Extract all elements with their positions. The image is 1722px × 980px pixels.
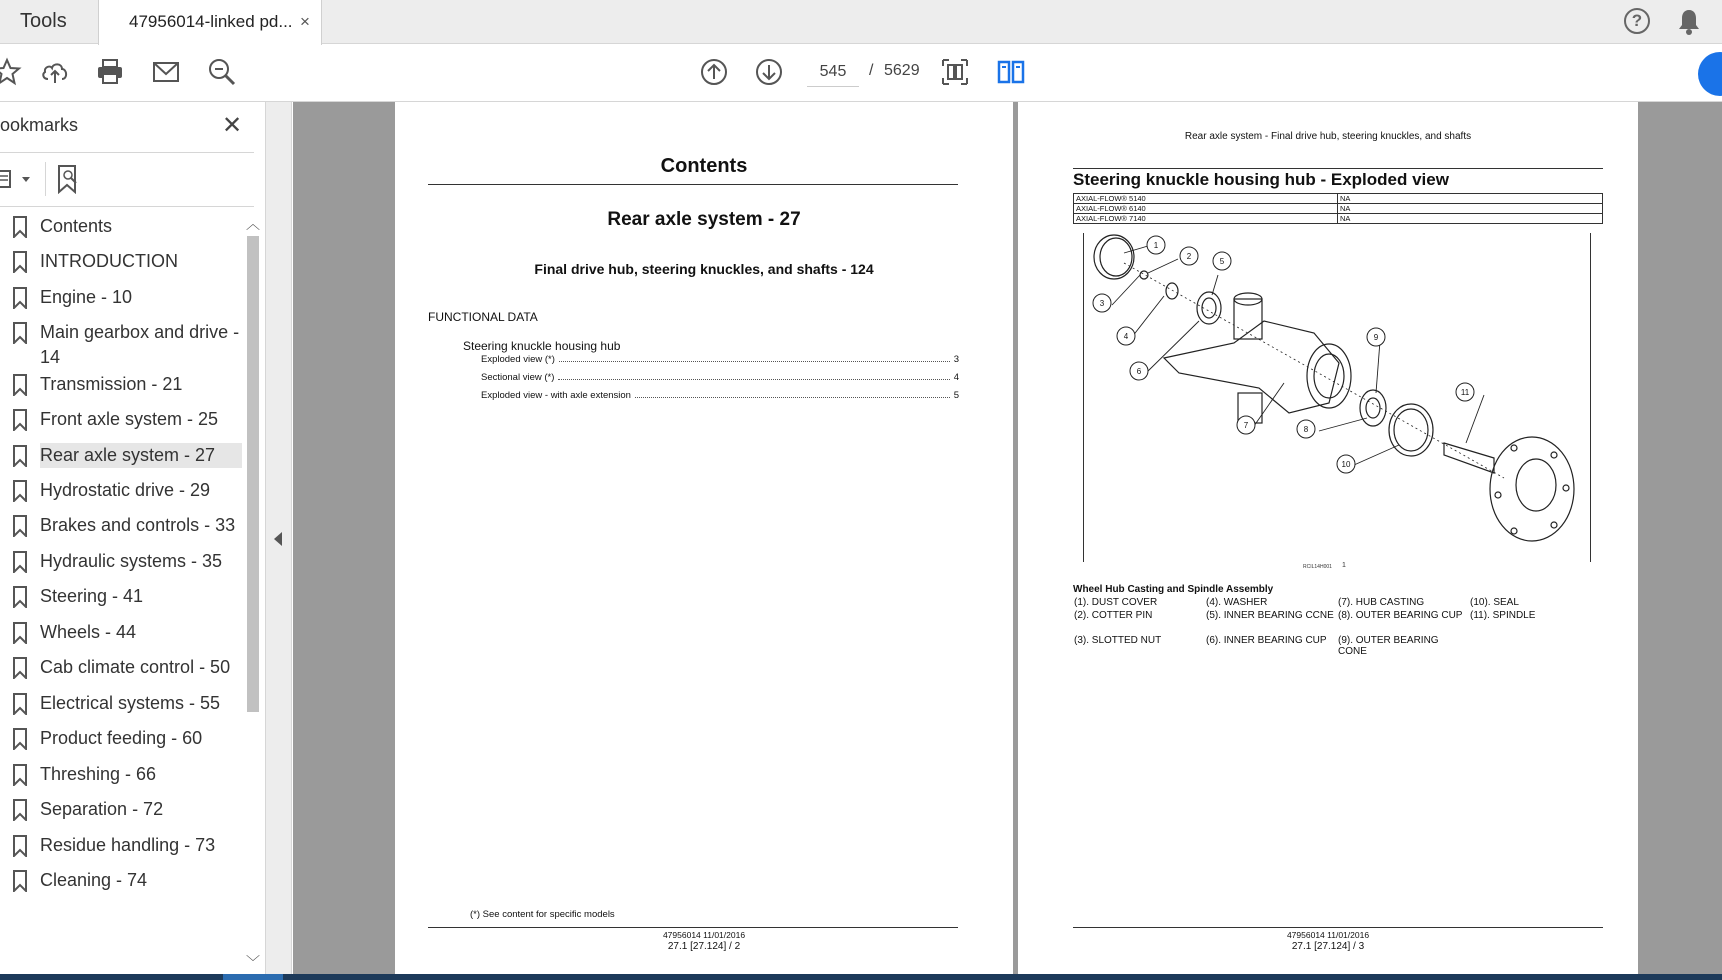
callout-label: 6 (1136, 367, 1142, 376)
bookmark-label: Separation - 72 (40, 799, 164, 819)
page-total: 5629 (884, 62, 920, 79)
bookmark-label: Product feeding - 60 (40, 728, 203, 748)
callout-label: 8 (1303, 425, 1309, 434)
figure-code: RCIL14H001 (1303, 564, 1332, 570)
star-icon[interactable] (0, 57, 22, 87)
legend-item: (3). SLOTTED NUT (1074, 635, 1162, 646)
toc-entry-text: Exploded view - with axle extension (481, 390, 631, 401)
legend-item: (6). INNER BEARING CUP (1206, 635, 1327, 646)
page-heading: Contents (660, 155, 748, 177)
callout-label: 11 (1460, 388, 1470, 397)
legend-item: (9). OUTER BEARING CONE (1338, 635, 1439, 657)
bookmark-icon (12, 287, 28, 309)
footnote: (*) See content for specific models (470, 909, 615, 920)
toc-entry-page: 4 (953, 372, 959, 383)
bookmark-label: Transmission - 21 (40, 374, 183, 394)
toolbar (0, 45, 1722, 102)
document-viewer (293, 102, 1722, 980)
bookmark-label: Residue handling - 73 (40, 835, 216, 855)
bookmark-scrollbar[interactable] (244, 214, 262, 974)
subsection-title: Final drive hub, steering knuckles, and shafts - 124 (534, 261, 874, 277)
bookmark-label: Cleaning - 74 (40, 870, 148, 890)
toc-entry[interactable] (481, 390, 959, 401)
divider (0, 206, 254, 207)
callout-label: 7 (1243, 421, 1249, 430)
bookmark-icon (12, 409, 28, 431)
figure-caption: Wheel Hub Casting and Spindle Assembly (1073, 584, 1274, 595)
bookmark-icon (12, 764, 28, 786)
divider (1073, 927, 1603, 928)
bookmark-label: Front axle system - 25 (40, 409, 219, 429)
tab-tools[interactable]: Tools (20, 10, 67, 32)
figure-number: 1 (1342, 562, 1346, 569)
bookmark-label: Steering - 41 (40, 586, 144, 606)
zoom-search-icon[interactable] (207, 57, 237, 87)
page-running-header: Rear axle system - Final drive hub, steering knuckles, and shafts (1184, 131, 1472, 142)
table-row: AXIAL-FLOW® 7140 NA (1074, 214, 1603, 224)
taskbar-accent (223, 974, 283, 980)
callout-label: 10 (1341, 460, 1351, 469)
bookmarks-title: ookmarks (0, 115, 79, 135)
page-up-icon[interactable] (699, 57, 729, 87)
tab-bar (0, 0, 1722, 44)
page-footer-number: 27.1 [27.124] / 3 (1291, 941, 1365, 952)
bookmark-icon (12, 374, 28, 396)
bookmark-icon (12, 480, 28, 502)
collapse-panel-icon[interactable] (274, 532, 282, 546)
bookmark-label: Brakes and controls - 33 (40, 515, 236, 535)
toc-entry[interactable] (481, 354, 959, 365)
bookmark-icon (12, 322, 28, 344)
scrollbar-thumb[interactable] (247, 236, 259, 712)
callout-label: 9 (1373, 333, 1379, 342)
bookmark-icon (12, 216, 28, 238)
print-icon[interactable] (95, 57, 125, 87)
bookmark-label: Hydrostatic drive - 29 (40, 480, 211, 500)
scroll-down-icon[interactable]: ﹀ (246, 954, 260, 970)
toc-entry-page: 5 (953, 390, 959, 401)
legend-item: (8). OUTER BEARING CUP (1338, 610, 1463, 621)
fit-page-icon[interactable] (940, 57, 970, 87)
toc-entry-page: 3 (953, 354, 959, 365)
toc-entry-text: Sectional view (*) (481, 372, 555, 383)
bookmark-label: Wheels - 44 (40, 622, 137, 642)
bookmark-label: Hydraulic systems - 35 (40, 551, 223, 571)
toc-entry[interactable] (481, 372, 959, 383)
tab-document[interactable] (98, 0, 322, 45)
figure-callouts (1084, 233, 1590, 562)
legend-item: (11). SPINDLE (1470, 610, 1536, 621)
page-number-input[interactable]: 545 (807, 57, 859, 87)
callout-label: 2 (1186, 252, 1192, 261)
divider (428, 184, 958, 185)
bookmark-list (0, 214, 244, 974)
table-row: AXIAL-FLOW® 5140 NA (1074, 194, 1603, 204)
mail-icon[interactable] (151, 57, 181, 87)
page-footer-number: 27.1 [27.124] / 2 (667, 941, 741, 952)
table-row: AXIAL-FLOW® 6140 NA (1074, 204, 1603, 214)
toc-entry-text: Exploded view (*) (481, 354, 555, 365)
callout-label: 1 (1153, 241, 1159, 250)
bookmark-label: Cab climate control - 50 (40, 657, 231, 677)
divider (45, 162, 46, 196)
page-title: Steering knuckle housing hub - Exploded view (1073, 170, 1449, 189)
pdf-page-right (1018, 102, 1638, 978)
bookmark-icon (12, 728, 28, 750)
bookmarks-close-icon[interactable]: ✕ (222, 112, 243, 139)
page-separator: / (869, 62, 874, 79)
tab-document-label: 47956014-linked pd... (129, 12, 293, 31)
callout-label: 3 (1099, 299, 1105, 308)
legend-item: (1). DUST COVER (1074, 597, 1158, 608)
bookmark-label: Engine - 10 (40, 287, 133, 307)
bookmark-icon (12, 445, 28, 467)
panel-collapse-strip (266, 102, 292, 980)
callout-label: 5 (1219, 257, 1225, 266)
divider (1073, 168, 1603, 169)
bookmark-icon (12, 586, 28, 608)
divider (0, 152, 254, 153)
legend-item: (2). COTTER PIN (1074, 610, 1153, 621)
toc-group-label: Steering knuckle housing hub (463, 339, 621, 353)
two-page-view-icon[interactable] (996, 57, 1026, 87)
find-bookmark-icon[interactable] (56, 164, 82, 194)
cloud-upload-icon[interactable] (40, 57, 70, 87)
legend-item: (4). WASHER (1206, 597, 1268, 608)
bookmark-icon (12, 515, 28, 537)
legend-item: (10). SEAL (1470, 597, 1519, 608)
bookmark-icon (12, 622, 28, 644)
legend-item: (5). INNER BEARING CCNE (1206, 610, 1334, 621)
pdf-page-left (395, 102, 1013, 978)
bookmark-label: Threshing - 66 (40, 764, 157, 784)
section-title: Rear axle system - 27 (607, 209, 801, 230)
tab-close-icon[interactable]: × (300, 12, 310, 31)
page-down-icon[interactable] (754, 57, 784, 87)
notification-bell-icon[interactable] (1676, 8, 1702, 36)
callout-label: 4 (1123, 332, 1129, 341)
bookmark-icon (12, 870, 28, 892)
bookmark-icon (12, 251, 28, 273)
bookmark-label: Main gearbox and drive - 14 (40, 322, 240, 367)
divider (428, 927, 958, 928)
bookmark-label: Rear axle system - 27 (40, 443, 242, 468)
functional-data-label: FUNCTIONAL DATA (428, 310, 538, 324)
bookmark-label: INTRODUCTION (40, 251, 178, 271)
bookmark-icon (12, 551, 28, 573)
bookmark-icon (12, 657, 28, 679)
page-footer-doc: 47956014 11/01/2016 (1286, 930, 1370, 940)
bookmark-icon (12, 799, 28, 821)
page-footer-doc: 47956014 11/01/2016 (662, 930, 746, 940)
scroll-up-icon[interactable]: ︿ (246, 216, 260, 232)
bookmark-label: Electrical systems - 55 (40, 693, 221, 713)
legend-item: (7). HUB CASTING (1338, 597, 1425, 608)
help-icon[interactable]: ? (1624, 8, 1650, 34)
bookmark-options-icon[interactable] (0, 166, 34, 192)
bookmark-label: Contents (40, 216, 113, 236)
account-button[interactable] (1698, 52, 1722, 96)
bookmark-icon (12, 693, 28, 715)
model-table (1073, 193, 1603, 224)
exploded-view-figure (1083, 233, 1591, 562)
bookmark-icon (12, 835, 28, 857)
bookmarks-panel (0, 102, 266, 980)
